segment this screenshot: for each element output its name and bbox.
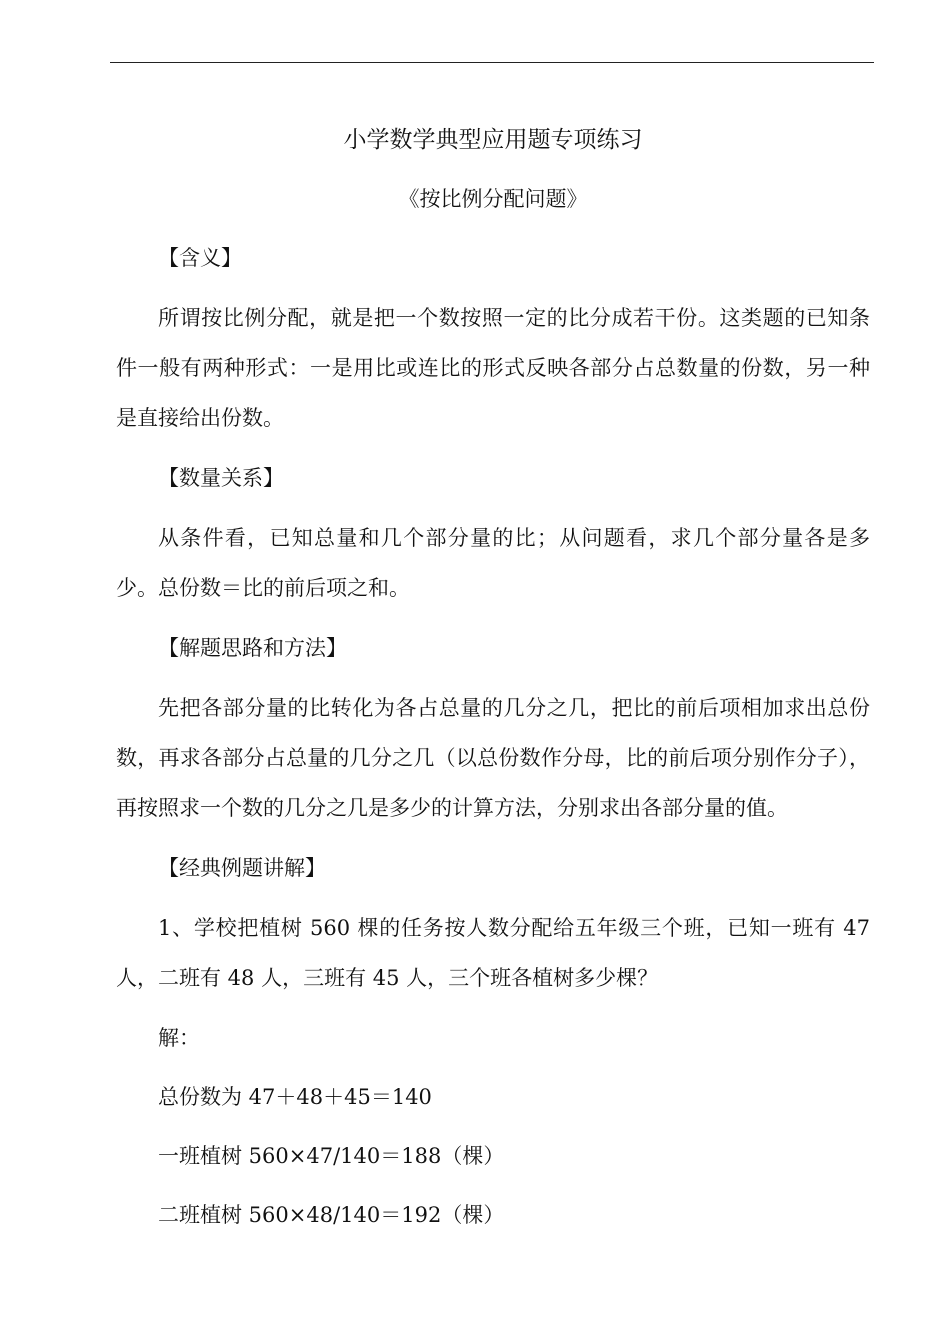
header-rule: [110, 62, 874, 63]
section-text-relations: 从条件看，已知总量和几个部分量的比；从问题看，求几个部分量各是多少。总份数＝比的前后项之和。: [116, 526, 870, 600]
solution-line: 二班植树 560×48/140＝192（棵）: [158, 1203, 505, 1227]
section-text-method: 先把各部分量的比转化为各占总量的几分之几，把比的前后项相加求出总份数，再求各部分占总量的几分之几（以总份数作分母，比的前后项分别作分子），再按照求一个数的几分之几是多少的计算方法，分别求出各部分量的值。: [116, 696, 870, 820]
solution-label: 解：: [158, 1026, 200, 1050]
section-heading-method: 【解题思路和方法】: [158, 636, 347, 660]
document-subtitle: 《按比例分配问题》: [398, 187, 588, 211]
document-body: [116, 116, 870, 1239]
example-problem-1: 1、学校把植树 560 棵的任务按人数分配给五年级三个班，已知一班有 47 人，二班有 48 人，三班有 45 人，三个班各植树多少棵？: [116, 916, 870, 990]
section-text-meaning: 所谓按比例分配，就是把一个数按照一定的比分成若干份。这类题的已知条件一般有两种形式：一是用比或连比的形式反映各部分占总数量的份数，另一种是直接给出份数。: [116, 306, 870, 430]
solution-line: 一班植树 560×47/140＝188（棵）: [158, 1144, 505, 1168]
document-title: 小学数学典型应用题专项练习: [343, 127, 643, 153]
solution-line: 总份数为 47＋48＋45＝140: [158, 1085, 432, 1109]
section-heading-examples: 【经典例题讲解】: [158, 856, 326, 880]
section-heading-meaning: 【含义】: [158, 246, 242, 270]
section-heading-relations: 【数量关系】: [158, 466, 284, 490]
